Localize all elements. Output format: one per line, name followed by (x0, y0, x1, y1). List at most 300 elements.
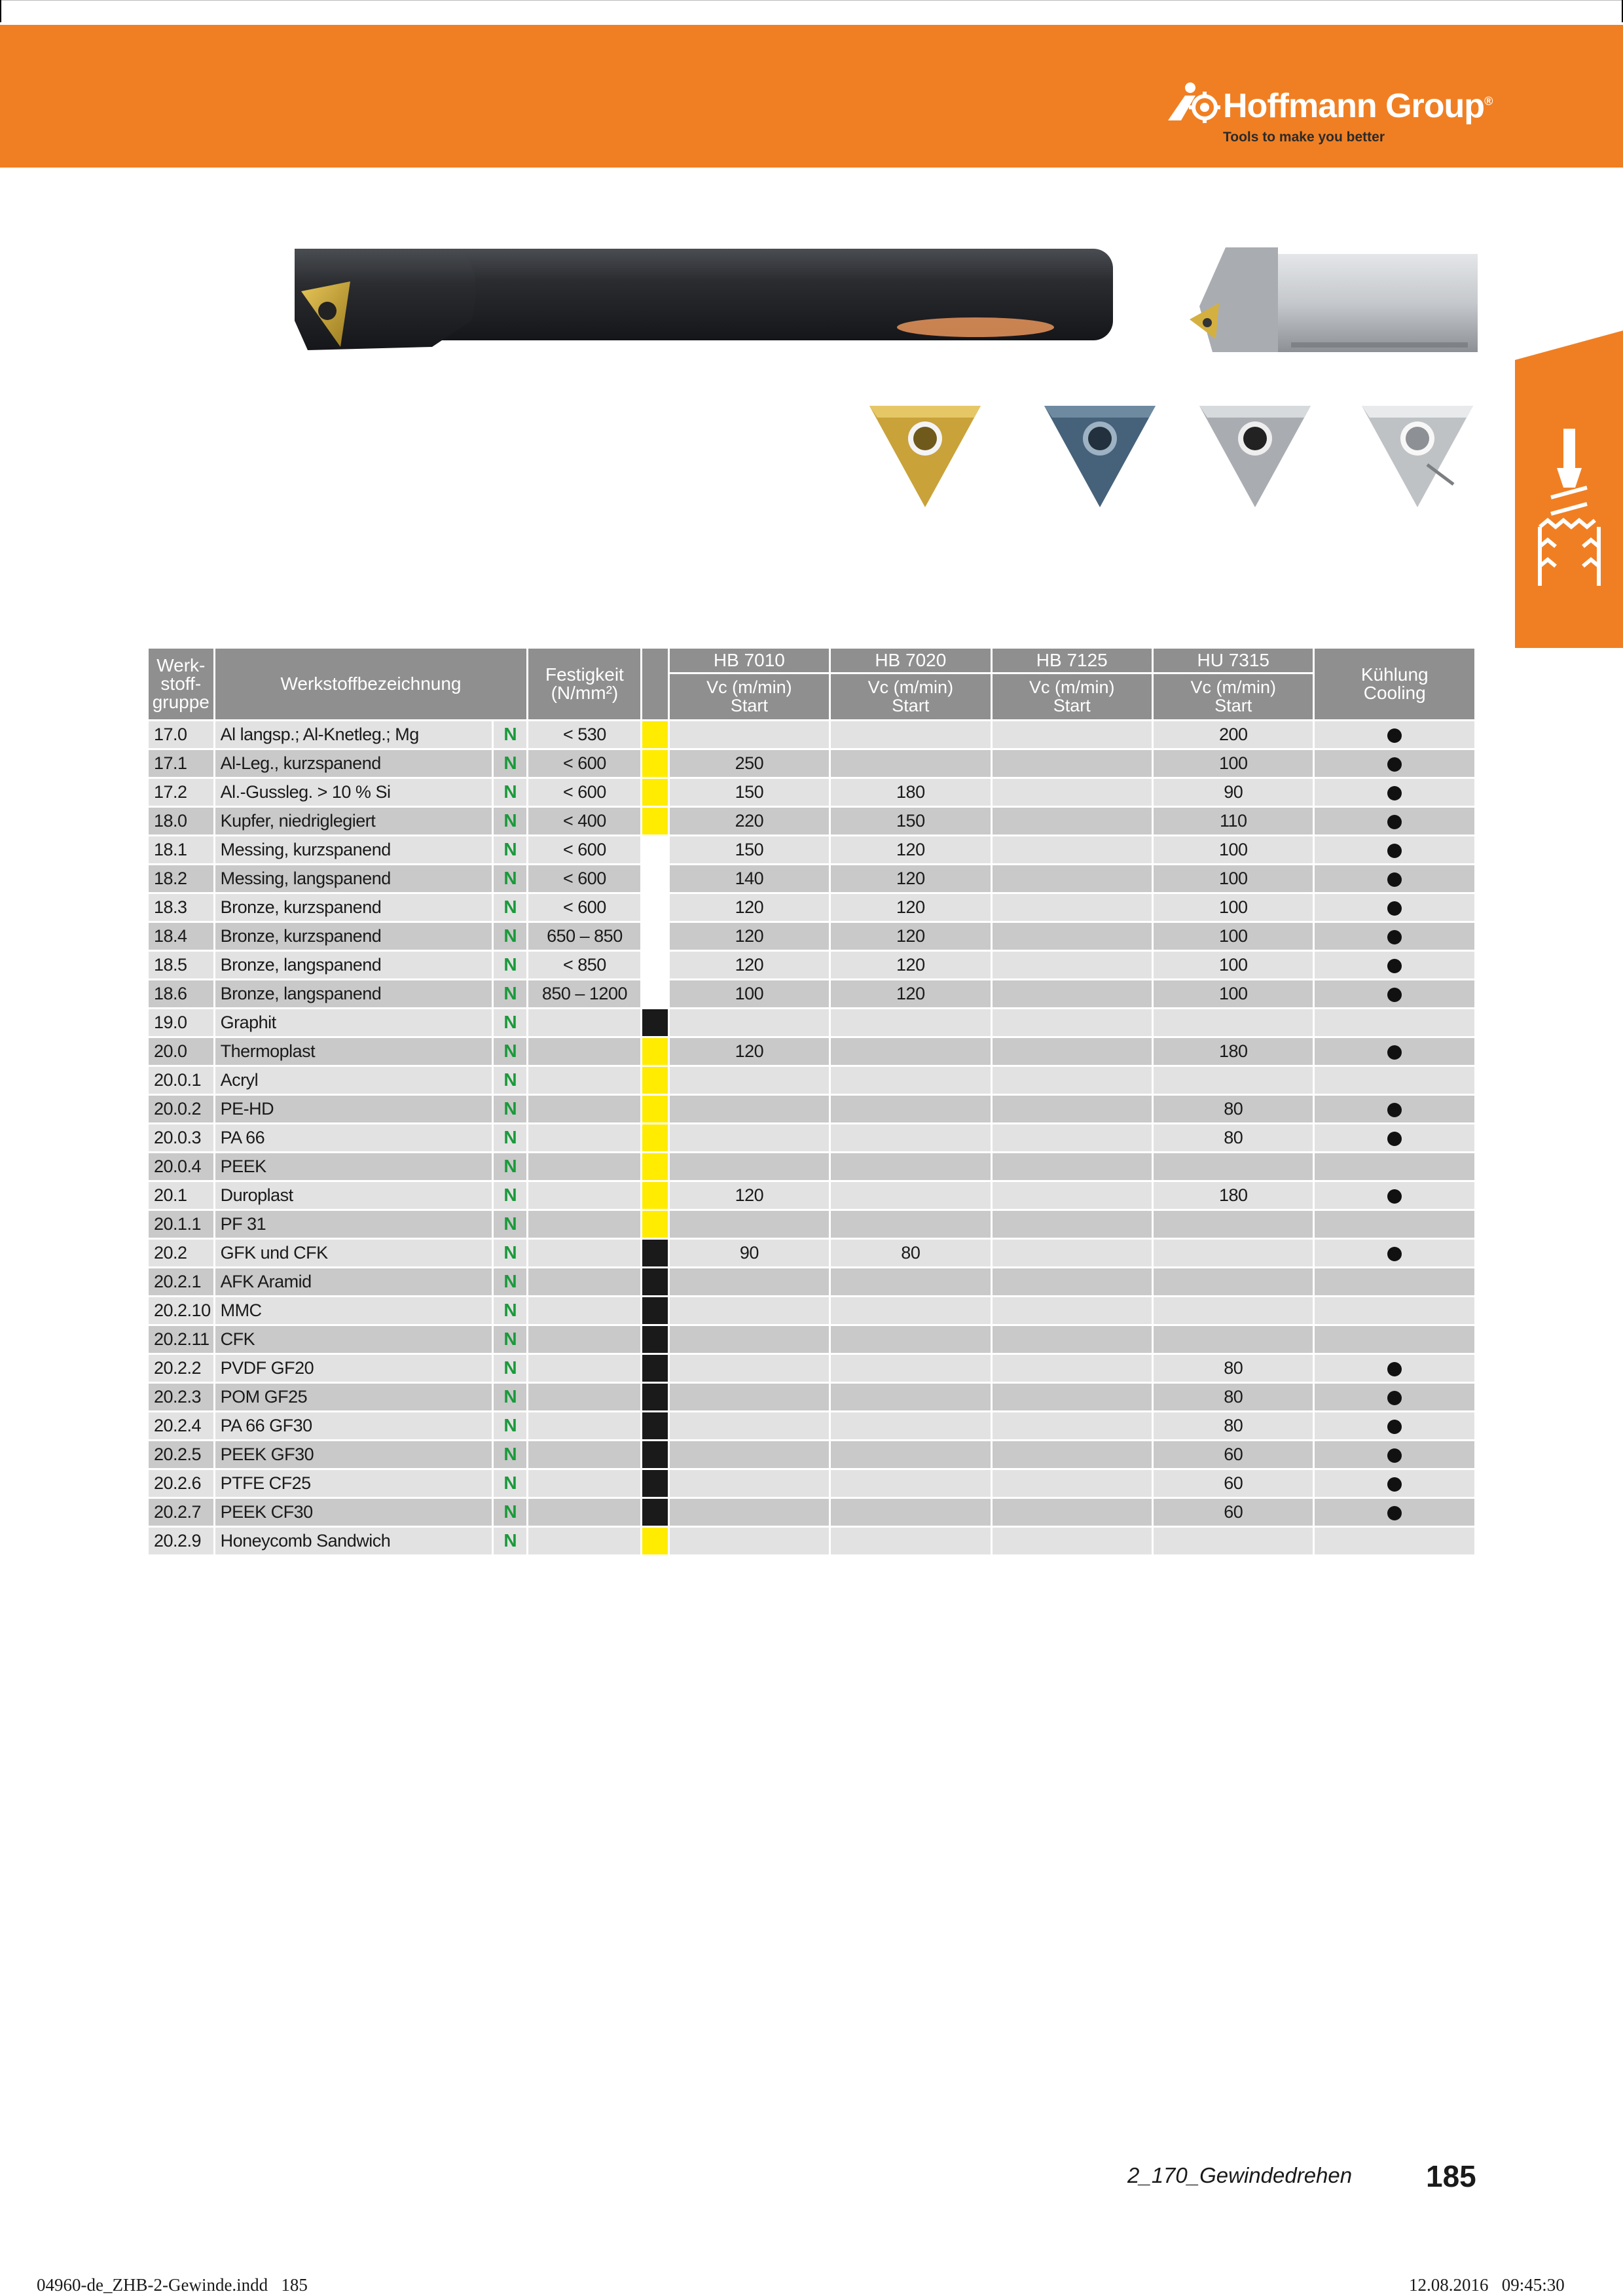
table-row (149, 1124, 1474, 1151)
cutting-speed-cell (993, 1355, 1152, 1382)
material-name-cell: PF 31 (215, 1211, 492, 1238)
cutting-speed-cell (831, 1067, 990, 1094)
brand-logo-block (1159, 72, 1493, 151)
hoffmann-logo-icon (1159, 81, 1222, 127)
material-name-cell: PEEK GF30 (215, 1441, 492, 1468)
application-swatch (642, 1355, 667, 1382)
cooling-cell (1315, 1412, 1474, 1439)
swatch-black (642, 1268, 667, 1295)
strength-cell: < 600 (528, 894, 640, 921)
material-class-n-cell: N (494, 1355, 526, 1382)
cooling-dot-icon (1387, 1362, 1402, 1376)
table-row (149, 1355, 1474, 1382)
cutting-speed-cell (831, 1096, 990, 1122)
insert-gold-image (863, 399, 987, 511)
cooling-cell (1315, 721, 1474, 748)
cutting-speed-cell: 80 (1154, 1124, 1313, 1151)
header-cooling: Kühlung Cooling (1315, 649, 1474, 719)
strength-cell (528, 1067, 640, 1094)
swatch-black (642, 1441, 667, 1468)
cooling-dot-icon (1387, 1477, 1402, 1492)
material-group-cell: 20.2.10 (149, 1297, 213, 1324)
material-name-cell: PEEK (215, 1153, 492, 1180)
material-name-cell: PA 66 (215, 1124, 492, 1151)
material-group-cell: 20.2.4 (149, 1412, 213, 1439)
cutting-speed-cell: 120 (831, 923, 990, 950)
cutting-speed-cell (670, 1384, 829, 1410)
cutting-speed-cell (831, 1038, 990, 1065)
swatch-black (642, 1412, 667, 1439)
strength-cell (528, 1355, 640, 1382)
application-swatch (642, 980, 667, 1007)
swatch-white (642, 894, 667, 921)
application-swatch (642, 721, 667, 748)
material-class-n-cell: N (494, 1211, 526, 1238)
cooling-cell (1315, 1124, 1474, 1151)
cutting-speed-cell (670, 1096, 829, 1122)
section-reference: 2_170_Gewindedrehen (1127, 2163, 1353, 2187)
cutting-speed-cell: 100 (1154, 750, 1313, 777)
material-class-n-cell: N (494, 1038, 526, 1065)
swatch-black (642, 1009, 667, 1036)
cutting-speed-cell: 100 (1154, 952, 1313, 978)
application-swatch (642, 1470, 667, 1497)
cutting-speed-cell (993, 1470, 1152, 1497)
strength-cell (528, 1441, 640, 1468)
cutting-speed-cell (831, 1499, 990, 1526)
cooling-cell (1315, 1441, 1474, 1468)
material-name-cell: Bronze, langspanend (215, 952, 492, 978)
cooling-dot-icon (1387, 1391, 1402, 1405)
cutting-speed-cell (993, 1297, 1152, 1324)
cooling-dot-icon (1387, 901, 1402, 916)
cutting-speed-cell: 150 (670, 836, 829, 863)
cooling-cell (1315, 1355, 1474, 1382)
table-row (149, 1412, 1474, 1439)
cutting-speed-cell (993, 1268, 1152, 1295)
cutting-speed-cell (831, 1211, 990, 1238)
strength-cell: < 600 (528, 865, 640, 892)
material-group-cell: 18.3 (149, 894, 213, 921)
table-row (149, 1009, 1474, 1036)
application-swatch (642, 1153, 667, 1180)
material-group-cell: 20.0 (149, 1038, 213, 1065)
header-grade-sub: Vc (m/min) Start (831, 674, 990, 719)
cutting-speed-cell (670, 721, 829, 748)
table-row (149, 1470, 1474, 1497)
cutting-speed-cell (670, 1211, 829, 1238)
material-class-n-cell: N (494, 1528, 526, 1554)
cutting-speed-cell: 60 (1154, 1470, 1313, 1497)
material-group-cell: 20.2.6 (149, 1470, 213, 1497)
material-class-n-cell: N (494, 1384, 526, 1410)
table-row (149, 1038, 1474, 1065)
swatch-black (642, 1326, 667, 1353)
cooling-dot-icon (1387, 1189, 1402, 1204)
swatch-yellow (642, 1096, 667, 1122)
swatch-yellow (642, 1038, 667, 1065)
brand-name: Hoffmann Group® (1223, 87, 1493, 125)
swatch-yellow (642, 1153, 667, 1180)
application-swatch (642, 1096, 667, 1122)
cooling-dot-icon (1387, 959, 1402, 973)
cutting-speed-cell (831, 1355, 990, 1382)
table-row (149, 750, 1474, 777)
cutting-speed-cell: 180 (1154, 1038, 1313, 1065)
swatch-yellow (642, 779, 667, 806)
material-class-n-cell: N (494, 836, 526, 863)
material-class-n-cell: N (494, 1412, 526, 1439)
material-group-cell: 18.0 (149, 808, 213, 834)
material-group-cell: 18.2 (149, 865, 213, 892)
cutting-speed-cell (993, 952, 1152, 978)
material-class-n-cell: N (494, 1499, 526, 1526)
strength-cell (528, 1412, 640, 1439)
material-group-cell: 17.1 (149, 750, 213, 777)
strength-cell (528, 1009, 640, 1036)
strength-cell (528, 1153, 640, 1180)
cooling-cell (1315, 1528, 1474, 1554)
material-class-n-cell: N (494, 1153, 526, 1180)
cutting-speed-cell (831, 721, 990, 748)
material-class-n-cell: N (494, 1441, 526, 1468)
cutting-speed-cell: 120 (670, 1182, 829, 1209)
cutting-speed-cell (1154, 1326, 1313, 1353)
cutting-speed-cell: 100 (1154, 836, 1313, 863)
material-name-cell: PTFE CF25 (215, 1470, 492, 1497)
application-swatch (642, 1297, 667, 1324)
strength-cell (528, 1211, 640, 1238)
strength-cell (528, 1038, 640, 1065)
cooling-cell (1315, 750, 1474, 777)
cutting-speed-cell: 120 (831, 952, 990, 978)
cooling-cell (1315, 1240, 1474, 1266)
cooling-cell (1315, 952, 1474, 978)
cooling-dot-icon (1387, 844, 1402, 858)
cutting-speed-cell (993, 808, 1152, 834)
material-class-n-cell: N (494, 779, 526, 806)
cooling-cell (1315, 808, 1474, 834)
cooling-dot-icon (1387, 930, 1402, 944)
material-class-n-cell: N (494, 865, 526, 892)
material-group-cell: 20.1.1 (149, 1211, 213, 1238)
cutting-speed-cell (831, 1009, 990, 1036)
header-grade: HB 7020 (831, 649, 990, 672)
cooling-dot-icon (1387, 786, 1402, 800)
cooling-dot-icon (1387, 1045, 1402, 1060)
cutting-speed-cell (993, 1096, 1152, 1122)
material-class-n-cell: N (494, 923, 526, 950)
material-name-cell: Thermoplast (215, 1038, 492, 1065)
cutting-speed-cell (993, 836, 1152, 863)
application-swatch (642, 1412, 667, 1439)
cutting-speed-cell (993, 1153, 1152, 1180)
strength-cell: < 530 (528, 721, 640, 748)
strength-cell: < 600 (528, 750, 640, 777)
cutting-speed-cell: 120 (831, 865, 990, 892)
material-name-cell: Messing, kurzspanend (215, 836, 492, 863)
material-name-cell: Messing, langspanend (215, 865, 492, 892)
application-swatch (642, 1182, 667, 1209)
cooling-cell (1315, 779, 1474, 806)
material-group-cell: 20.2.11 (149, 1326, 213, 1353)
material-name-cell: PVDF GF20 (215, 1355, 492, 1382)
cooling-dot-icon (1387, 1132, 1402, 1146)
header-grade: HB 7010 (670, 649, 829, 672)
cutting-speed-cell (993, 1384, 1152, 1410)
cutting-speed-cell: 180 (1154, 1182, 1313, 1209)
strength-cell (528, 1297, 640, 1324)
cooling-cell (1315, 1499, 1474, 1526)
header-grade: HU 7315 (1154, 649, 1313, 672)
material-name-cell: Acryl (215, 1067, 492, 1094)
cutting-speed-cell (831, 1384, 990, 1410)
swatch-yellow (642, 808, 667, 834)
strength-cell (528, 1124, 640, 1151)
swatch-white (642, 836, 667, 863)
cutting-speed-cell (993, 1326, 1152, 1353)
toolholder-image (1186, 241, 1481, 355)
cutting-speed-cell (670, 1355, 829, 1382)
cooling-dot-icon (1387, 1448, 1402, 1463)
swatch-white (642, 980, 667, 1007)
cooling-dot-icon (1387, 872, 1402, 887)
header-material-group: Werk- stoff- gruppe (149, 649, 213, 719)
table-row (149, 1240, 1474, 1266)
cooling-cell (1315, 894, 1474, 921)
application-swatch (642, 779, 667, 806)
application-swatch (642, 750, 667, 777)
application-swatch (642, 1211, 667, 1238)
cutting-speed-cell: 90 (670, 1240, 829, 1266)
cutting-speed-cell (831, 1441, 990, 1468)
cutting-speed-cell: 220 (670, 808, 829, 834)
material-class-n-cell: N (494, 808, 526, 834)
swatch-yellow (642, 1067, 667, 1094)
cutting-speed-cell: 100 (1154, 923, 1313, 950)
cutting-speed-cell: 250 (670, 750, 829, 777)
material-name-cell: Graphit (215, 1009, 492, 1036)
material-name-cell: Kupfer, niedriglegiert (215, 808, 492, 834)
strength-cell (528, 1096, 640, 1122)
insert-silver-image (1193, 399, 1317, 511)
application-swatch (642, 894, 667, 921)
swatch-black (642, 1240, 667, 1266)
swatch-yellow (642, 721, 667, 748)
cutting-speed-cell (1154, 1067, 1313, 1094)
material-class-n-cell: N (494, 1470, 526, 1497)
cutting-speed-cell (831, 1124, 990, 1151)
table-row (149, 1441, 1474, 1468)
material-name-cell: PA 66 GF30 (215, 1412, 492, 1439)
cutting-speed-cell (993, 1412, 1152, 1439)
material-group-cell: 20.0.1 (149, 1067, 213, 1094)
application-swatch (642, 1124, 667, 1151)
cooling-cell (1315, 836, 1474, 863)
cutting-speed-cell (670, 1499, 829, 1526)
swatch-black (642, 1384, 667, 1410)
cutting-speed-cell (993, 923, 1152, 950)
material-class-n-cell: N (494, 1268, 526, 1295)
cutting-speed-cell (1154, 1297, 1313, 1324)
cutting-speed-cell (670, 1441, 829, 1468)
material-group-cell: 20.2.1 (149, 1268, 213, 1295)
table-row (149, 1297, 1474, 1324)
cooling-cell (1315, 1038, 1474, 1065)
strength-cell (528, 1384, 640, 1410)
cooling-cell (1315, 1153, 1474, 1180)
application-swatch (642, 808, 667, 834)
cutting-speed-cell: 120 (831, 980, 990, 1007)
cutting-speed-cell: 100 (670, 980, 829, 1007)
application-swatch (642, 1067, 667, 1094)
cooling-dot-icon (1387, 1506, 1402, 1520)
header-swatch (642, 649, 667, 719)
material-name-cell: CFK (215, 1326, 492, 1353)
cooling-dot-icon (1387, 1420, 1402, 1434)
swatch-white (642, 952, 667, 978)
table-row (149, 721, 1474, 748)
cooling-cell (1315, 1067, 1474, 1094)
cutting-speed-cell (993, 1441, 1152, 1468)
cooling-dot-icon (1387, 757, 1402, 772)
material-group-cell: 18.6 (149, 980, 213, 1007)
cutting-speed-cell (993, 1038, 1152, 1065)
cutting-speed-cell: 120 (670, 952, 829, 978)
material-name-cell: Al.-Gussleg. > 10 % Si (215, 779, 492, 806)
cutting-speed-cell (831, 1528, 990, 1554)
strength-cell: 650 – 850 (528, 923, 640, 950)
strength-cell (528, 1470, 640, 1497)
cutting-speed-cell: 120 (670, 1038, 829, 1065)
table-row (149, 1067, 1474, 1094)
material-name-cell: PE-HD (215, 1096, 492, 1122)
table-row (149, 1153, 1474, 1180)
cooling-cell (1315, 1470, 1474, 1497)
cutting-speed-cell (670, 1470, 829, 1497)
strength-cell: < 600 (528, 779, 640, 806)
cutting-speed-cell (831, 1297, 990, 1324)
strength-cell: < 850 (528, 952, 640, 978)
cutting-speed-cell (831, 1470, 990, 1497)
cooling-cell (1315, 980, 1474, 1007)
cutting-speed-cell: 120 (670, 923, 829, 950)
header-grade-sub: Vc (m/min) Start (1154, 674, 1313, 719)
material-name-cell: Bronze, langspanend (215, 980, 492, 1007)
cutting-speed-cell: 60 (1154, 1441, 1313, 1468)
cutting-speed-cell (670, 1297, 829, 1324)
strength-cell (528, 1240, 640, 1266)
application-swatch (642, 923, 667, 950)
material-group-cell: 20.2 (149, 1240, 213, 1266)
cutting-speed-cell: 100 (1154, 865, 1313, 892)
cutting-speed-cell (993, 1499, 1152, 1526)
material-name-cell: Bronze, kurzspanend (215, 894, 492, 921)
cooling-cell (1315, 1096, 1474, 1122)
cooling-dot-icon (1387, 1247, 1402, 1261)
strength-cell: < 400 (528, 808, 640, 834)
cutting-speed-cell (831, 1153, 990, 1180)
swatch-yellow (642, 1211, 667, 1238)
cutting-speed-cell: 150 (670, 779, 829, 806)
cutting-speed-cell: 80 (1154, 1412, 1313, 1439)
material-group-cell: 20.2.9 (149, 1528, 213, 1554)
cutting-speed-cell (993, 1182, 1152, 1209)
cutting-speed-cell: 150 (831, 808, 990, 834)
cutting-speed-cell: 140 (670, 865, 829, 892)
cutting-speed-cell (993, 779, 1152, 806)
swatch-yellow (642, 1182, 667, 1209)
cutting-speed-cell (993, 1211, 1152, 1238)
cutting-speed-cell (993, 1067, 1152, 1094)
material-group-cell: 18.4 (149, 923, 213, 950)
table-row (149, 808, 1474, 834)
swatch-yellow (642, 1528, 667, 1554)
cutting-speed-cell: 80 (831, 1240, 990, 1266)
cutting-speed-cell: 120 (831, 836, 990, 863)
material-group-cell: 18.5 (149, 952, 213, 978)
cutting-speed-cell (993, 1528, 1152, 1554)
insert-blue-image (1038, 399, 1162, 511)
material-name-cell: POM GF25 (215, 1384, 492, 1410)
cutting-speed-cell: 100 (1154, 894, 1313, 921)
table-row (149, 1384, 1474, 1410)
material-class-n-cell: N (494, 750, 526, 777)
table-row (149, 952, 1474, 978)
header-strength: Festigkeit (N/mm²) (528, 649, 640, 719)
table-row (149, 1326, 1474, 1353)
material-name-cell: Bronze, kurzspanend (215, 923, 492, 950)
material-class-n-cell: N (494, 894, 526, 921)
cutting-speed-cell: 120 (670, 894, 829, 921)
crop-line (0, 0, 1623, 1)
table-row (149, 836, 1474, 863)
cutting-speed-cell (1154, 1240, 1313, 1266)
swatch-white (642, 865, 667, 892)
material-class-n-cell: N (494, 1326, 526, 1353)
cooling-cell (1315, 1268, 1474, 1295)
application-swatch (642, 1268, 667, 1295)
cutting-speed-cell: 90 (1154, 779, 1313, 806)
cutting-speed-cell (670, 1528, 829, 1554)
table-row (149, 894, 1474, 921)
cutting-speed-cell (831, 1326, 990, 1353)
material-group-cell: 18.1 (149, 836, 213, 863)
cutting-speed-cell: 80 (1154, 1096, 1313, 1122)
table-row (149, 923, 1474, 950)
swatch-black (642, 1297, 667, 1324)
material-name-cell: GFK und CFK (215, 1240, 492, 1266)
cutting-speed-cell (993, 894, 1152, 921)
cooling-cell (1315, 1009, 1474, 1036)
material-name-cell: Duroplast (215, 1182, 492, 1209)
application-swatch (642, 1326, 667, 1353)
brand-tagline: Tools to make you better (1223, 130, 1385, 145)
table-row (149, 1182, 1474, 1209)
cutting-speed-cell: 120 (831, 894, 990, 921)
material-group-cell: 20.2.3 (149, 1384, 213, 1410)
material-class-n-cell: N (494, 1297, 526, 1324)
cutting-speed-cell: 100 (1154, 980, 1313, 1007)
table-row (149, 1499, 1474, 1526)
print-slug-timestamp: 12.08.2016 09:45:30 (1409, 2275, 1565, 2295)
cooling-cell (1315, 1182, 1474, 1209)
cutting-speed-cell (1154, 1009, 1313, 1036)
cooling-dot-icon (1387, 988, 1402, 1002)
strength-cell (528, 1528, 640, 1554)
table-row (149, 1096, 1474, 1122)
swatch-yellow (642, 750, 667, 777)
